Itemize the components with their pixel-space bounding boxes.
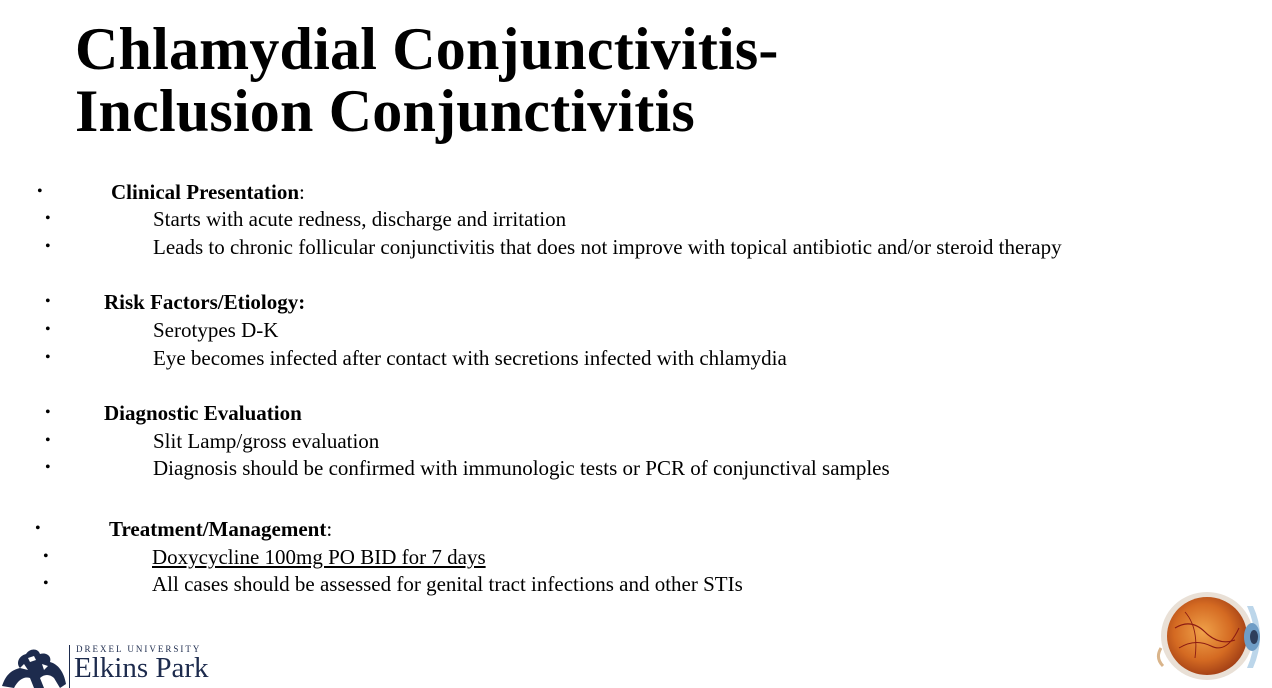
bullet: •: [35, 520, 41, 537]
eye-anatomy-icon: [1155, 588, 1267, 684]
bullet: •: [45, 459, 51, 476]
bullet: •: [37, 183, 43, 200]
list-item-text: Serotypes D-K: [153, 318, 279, 342]
logo-university-text: DREXEL UNIVERSITY: [76, 644, 202, 654]
logo-campus-name: Elkins Park: [74, 652, 209, 684]
list-item-text: Slit Lamp/gross evaluation: [153, 429, 380, 453]
list-item-text: Eye becomes infected after contact with secretions infected with chlamydia: [153, 346, 787, 370]
list-item-text: Diagnosis should be confirmed with immunologic tests or PCR of conjunctival samples: [153, 456, 890, 480]
bullet: •: [43, 575, 49, 592]
heading-text: Risk Factors/Etiology:: [104, 290, 306, 314]
drexel-elkins-park-logo: [0, 640, 220, 688]
heading-text: Treatment/Management: [109, 517, 327, 541]
bullet: •: [45, 293, 51, 310]
bullet: •: [45, 321, 51, 338]
slide-title-line-2: Inclusion Conjunctivitis: [75, 78, 695, 144]
dragon-logo-icon: [0, 644, 68, 688]
logo-divider: [69, 645, 70, 688]
heading-colon: :: [326, 517, 333, 541]
list-item-text: All cases should be assessed for genital tract infections and other STIs: [152, 572, 743, 596]
heading-colon: :: [299, 180, 305, 204]
bullet: •: [45, 404, 51, 421]
bullet: •: [45, 210, 51, 227]
heading-text: Clinical Presentation: [111, 180, 300, 204]
bullet: •: [43, 548, 49, 565]
bullet: •: [45, 238, 51, 255]
heading-text: Diagnostic Evaluation: [104, 401, 302, 425]
slide-title-line-1: Chlamydial Conjunctivitis-: [75, 16, 779, 82]
slide-title: [75, 18, 779, 142]
bullet: •: [45, 432, 51, 449]
bullet: •: [45, 349, 51, 366]
list-item-text: Leads to chronic follicular conjunctivitis that does not improve with topical antibiotic and/or steroid therapy: [153, 235, 1062, 259]
doxycycline-link[interactable]: Doxycycline 100mg PO BID for 7 days: [152, 545, 486, 569]
list-item-text: Starts with acute redness, discharge and irritation: [153, 207, 567, 231]
